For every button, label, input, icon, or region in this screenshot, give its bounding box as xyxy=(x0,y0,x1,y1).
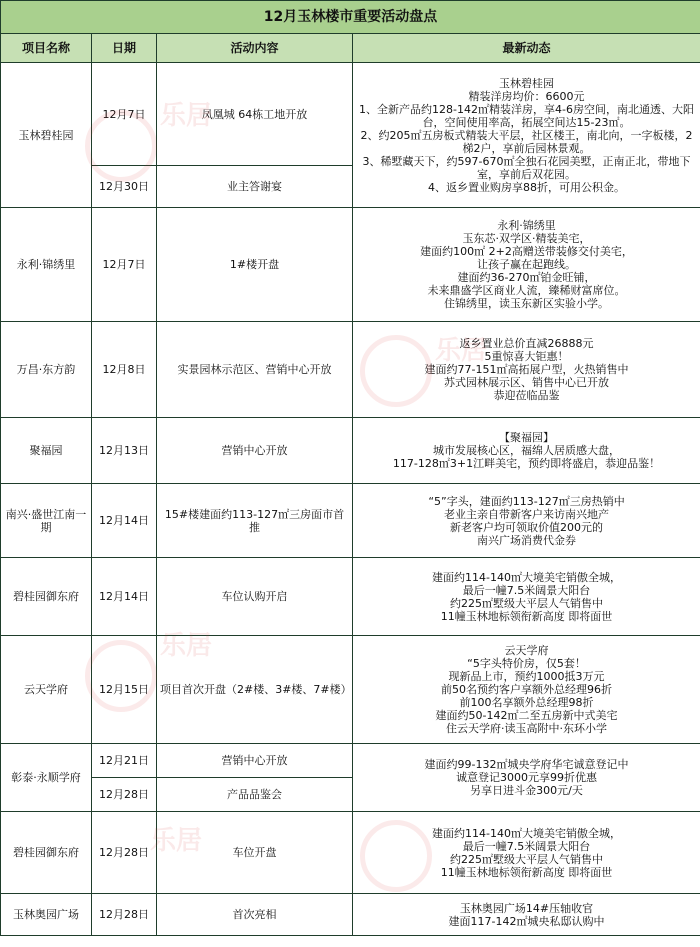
table-row xyxy=(1,744,700,778)
project-name: 玉林碧桂园 xyxy=(1,63,92,208)
project-name: 万昌·东方韵 xyxy=(1,322,92,418)
event-date: 12月8日 xyxy=(92,322,157,418)
event-date: 12月28日 xyxy=(92,812,157,894)
news-cell: 建面约114-140㎡大境美宅销傲全城， 最后一幢7.5米阔景大阳台 约225㎡墅级大平层人气销售中 11幢玉林地标领衔新高度 即将面世 xyxy=(353,812,700,894)
table-title: 12月玉林楼市重要活动盘点 xyxy=(1,1,700,34)
event-activity: 凤凰城 64栋工地开放 xyxy=(157,63,353,166)
project-name: 云天学府 xyxy=(1,636,92,744)
watermark-text: 乐居 xyxy=(435,336,488,366)
watermark-text: 乐居 xyxy=(160,631,213,661)
event-date: 12月13日 xyxy=(92,418,157,484)
watermark-text: 乐居 xyxy=(150,826,203,856)
event-date: 12月21日 xyxy=(92,744,157,778)
event-date: 12月14日 xyxy=(92,484,157,558)
event-activity: 产品品鉴会 xyxy=(157,778,353,812)
event-date: 12月28日 xyxy=(92,894,157,936)
header-date: 日期 xyxy=(92,34,157,63)
project-name: 碧桂园御东府 xyxy=(1,558,92,636)
news-cell: 玉林碧桂园 精装洋房均价：6600元 1、全新产品约128-142㎡精装洋房，享4-6房空间，南北通透、大阳台，空间使用率高，拓展空间达15-23㎡。 2、约205㎡五房板式精装大平层，社区楼王，南北向，一字板楼，2梯2户，享前后园林景观。 3、稀墅藏天下，约597-670㎡全独石花园美墅，正南正北，带地下室，享前后双花园。 4、返乡置业购房享88折，可用公积金。 xyxy=(353,63,700,208)
news-cell: “5”字头，建面约113-127㎡三房热销中 老业主亲自带新客户来访南兴地产 新老客户均可领取价值200元的 南兴广场消费代金券 xyxy=(353,484,700,558)
event-date: 12月14日 xyxy=(92,558,157,636)
event-date: 12月30日 xyxy=(92,166,157,208)
event-activity: 车位认购开启 xyxy=(157,558,353,636)
table-row xyxy=(1,558,700,636)
table-row xyxy=(1,208,700,322)
watermark-text: 乐居 xyxy=(160,101,213,131)
project-name: 南兴·盛世江南一期 xyxy=(1,484,92,558)
table-row xyxy=(1,322,700,418)
event-date: 12月7日 xyxy=(92,208,157,322)
table-row xyxy=(1,484,700,558)
news-cell: 永利·锦绣里 玉东芯·双学区·精装美宅， 建面约100㎡ 2+2高赠送带装修交付美宅， 让孩子赢在起跑线。 建面约36-270㎡铂金旺铺， 未来鼎盛学区商业人流，臻稀财富席位。 住锦绣里，读玉东新区实验小学。 xyxy=(353,208,700,322)
table-row xyxy=(1,63,700,166)
header-project: 项目名称 xyxy=(1,34,92,63)
table-row xyxy=(1,812,700,894)
news-cell: 云天学府 “5字头特价房，仅5套！ 现新品上市，预约1000抵3万元 前50名预约客户享额外总经理96折 前100名享额外总经理98折 建面约50-142㎡二至五房新中式美宅 住云天学府·读玉高附中·东环小学 xyxy=(353,636,700,744)
news-cell: 返乡置业总价直减26888元 5重惊喜大钜惠！ 建面约77-151㎡高拓展户型，火热销售中 苏式园林展示区、销售中心已开放 恭迎莅临品鉴 xyxy=(353,322,700,418)
table-row xyxy=(1,894,700,936)
project-name: 彰泰·永顺学府 xyxy=(1,744,92,812)
event-activity: 首次亮相 xyxy=(157,894,353,936)
project-name: 永利·锦绣里 xyxy=(1,208,92,322)
news-cell: 玉林奥园广场14#压轴收官 建面117-142㎡城央私邸认购中 xyxy=(353,894,700,936)
event-activity: 业主答谢宴 xyxy=(157,166,353,208)
table-row xyxy=(1,418,700,484)
event-activity: 实景园林示范区、营销中心开放 xyxy=(157,322,353,418)
project-name: 玉林奥园广场 xyxy=(1,894,92,936)
table-row xyxy=(1,636,700,744)
event-activity: 15#楼建面约113-127㎡三房面市首推 xyxy=(157,484,353,558)
project-name: 聚福园 xyxy=(1,418,92,484)
news-cell: 建面约114-140㎡大境美宅销傲全城， 最后一幢7.5米阔景大阳台 约225㎡墅级大平层人气销售中 11幢玉林地标领衔新高度 即将面世 xyxy=(353,558,700,636)
event-date: 12月7日 xyxy=(92,63,157,166)
news-cell: 建面约99-132㎡城央学府华宅诚意登记中 诚意登记3000元享99折优惠 另享日进斗金300元/天 xyxy=(353,744,700,812)
event-date: 12月28日 xyxy=(92,778,157,812)
header-activity: 活动内容 xyxy=(157,34,353,63)
event-activity: 1#楼开盘 xyxy=(157,208,353,322)
event-activity: 营销中心开放 xyxy=(157,418,353,484)
event-activity: 车位开盘 xyxy=(157,812,353,894)
event-date: 12月15日 xyxy=(92,636,157,744)
project-name: 碧桂园御东府 xyxy=(1,812,92,894)
event-activity: 项目首次开盘（2#楼、3#楼、7#楼） xyxy=(157,636,353,744)
header-news: 最新动态 xyxy=(353,34,700,63)
event-activity: 营销中心开放 xyxy=(157,744,353,778)
news-cell: 【聚福园】 城市发展核心区，福绵人居质感大盘， 117-128㎡3+1江畔美宅，预约即将盛启，恭迎品鉴！ xyxy=(353,418,700,484)
